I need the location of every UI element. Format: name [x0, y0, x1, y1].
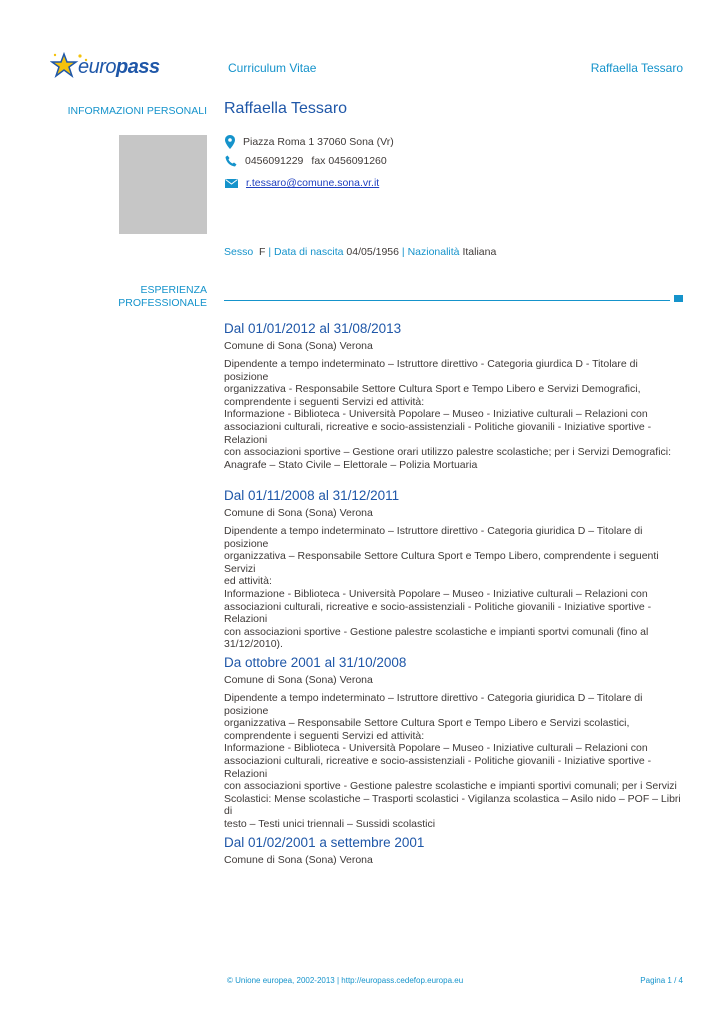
- address-row: [225, 135, 394, 149]
- sex-value: F: [259, 246, 266, 258]
- job-description: Dipendente a tempo indeterminato – Istruttore direttivo - Categoria giurdica D - Titolare di posizione organizzativa - Responsabile Settore Cultura Sport e Tempo Libero e Servizi Demografici, comprendente i seguenti Servizi ed attività: Informazione - Biblioteca - Università Popolare – Museo - Iniziative culturali – Relazioni con associazioni culturali, ricreative e socio-assistenziali - Politiche giovanili - Iniziative sportive - Relazioni con associazioni sportive – Gestione orari utilizzo palestre scolastiche; per i Servizi Demografici: Anagrafe – Stato Civile – Elettorale – Polizia Mortuaria: [224, 358, 672, 471]
- logo-pass: pass: [116, 56, 160, 78]
- experience-label-line-2: PROFESSIONALE: [118, 297, 207, 309]
- footer-copyright: © Unione europea, 2002-2013 | http://europass.cedefop.europa.eu: [227, 976, 464, 985]
- sex-label: Sesso: [224, 246, 254, 258]
- logo-wordmark: [78, 56, 160, 79]
- separator: |: [268, 246, 272, 258]
- footer-page-number: Pagina 1 / 4: [640, 976, 683, 985]
- person-name: Raffaella Tessaro: [224, 100, 348, 117]
- phone-row: [225, 155, 387, 167]
- experience-label-line-1: ESPERIENZA: [140, 284, 207, 296]
- job-title: Da ottobre 2001 al 31/10/2008: [224, 655, 407, 670]
- job-description: Dipendente a tempo indeterminato – Istruttore direttivo - Categoria giuridica D – Titolare di posizione organizzativa – Responsabile Settore Cultura Sport e Tempo Libero e Servizi scolastici, comprendente i seguenti Servizi ed attività: Informazione - Biblioteca - Università Popolare – Museo - Iniziative culturali – Relazioni con associazioni culturali, ricreative e socio-assistenziali - Politiche giovanili - Iniziative sportive - Relazioni con associazioni sportive - Gestione palestre scolastiche e impianti sportivi comunali; per i Servizi Scolastici: Mense scolastiche – Trasporti scolastici - Vigilanza scolastica – Asilo nido – POF – Libri di testo – Testi unici triennali – Sussidi scolastici: [224, 692, 681, 830]
- fax-number: fax 0456091260: [311, 155, 387, 167]
- personal-section-label: INFORMAZIONI PERSONALI: [67, 105, 207, 117]
- job-employer: Comune di Sona (Sona) Verona: [224, 507, 373, 519]
- job-employer: Comune di Sona (Sona) Verona: [224, 854, 373, 866]
- logo-euro: euro: [78, 56, 117, 78]
- personal-details-line: [224, 246, 496, 258]
- section-divider-marker: [674, 295, 683, 302]
- job-title: Dal 01/01/2012 al 31/08/2013: [224, 321, 402, 336]
- separator: |: [401, 246, 405, 258]
- email-row: [225, 177, 379, 189]
- job-title: Dal 01/11/2008 al 31/12/2011: [224, 488, 400, 503]
- email-link[interactable]: r.tessaro@comune.sona.vr.it: [246, 177, 380, 189]
- job-description: Dipendente a tempo indeterminato – Istruttore direttivo - Categoria giuridica D – Titolare di posizione organizzativa – Responsabile Settore Cultura Sport e Tempo Libero, comprendente i seguenti Servizi ed attività: Informazione - Biblioteca - Università Popolare – Museo - Iniziative culturali – Relazioni con associazioni culturali, ricreative e socio-assistenziali - Politiche giovanili - Iniziative sportive - Relazioni con associazioni sportive - Gestione palestre scolastiche e impianti sportvi comunali (fino al 31/12/2010).: [224, 525, 659, 651]
- job-employer: Comune di Sona (Sona) Verona: [224, 340, 373, 352]
- europass-logo: [50, 50, 160, 86]
- section-divider: [224, 300, 670, 301]
- phone-icon: [225, 155, 237, 167]
- email-icon: [225, 179, 238, 188]
- nationality-label: Nazionalità: [407, 246, 460, 258]
- job-title: Dal 01/02/2001 a settembre 2001: [224, 835, 425, 850]
- job-employer: Comune di Sona (Sona) Verona: [224, 674, 373, 686]
- nationality-value: Italiana: [462, 246, 497, 258]
- photo-placeholder: [119, 135, 207, 234]
- birth-value: 04/05/1956: [346, 246, 399, 258]
- experience-section-label: [118, 284, 207, 310]
- header-person-name: Raffaella Tessaro: [590, 61, 683, 75]
- location-pin-icon: [225, 135, 235, 149]
- address-text: Piazza Roma 1 37060 Sona (Vr): [243, 136, 394, 148]
- doc-title: Curriculum Vitae: [228, 61, 317, 75]
- birth-label: Data di nascita: [274, 246, 344, 258]
- phone-number: 0456091229: [245, 155, 304, 167]
